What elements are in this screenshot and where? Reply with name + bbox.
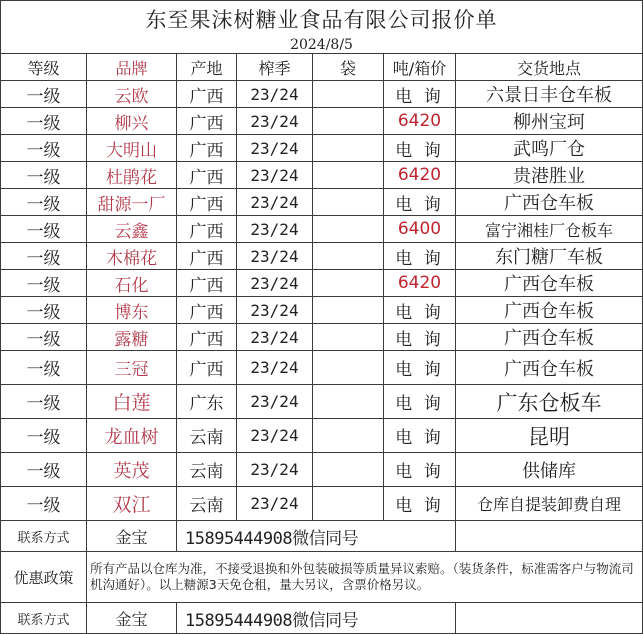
cell-grade: 一级 bbox=[1, 162, 87, 189]
quote-date: 2024/8/5 bbox=[1, 36, 643, 54]
cell-location: 广西仓车板 bbox=[456, 351, 643, 385]
cell-location: 仓库自提装卸费自理 bbox=[456, 487, 643, 521]
cell-brand: 云欧 bbox=[87, 81, 177, 108]
header-origin: 产地 bbox=[177, 54, 237, 81]
cell-location: 昆明 bbox=[456, 419, 643, 453]
table-row bbox=[1, 419, 643, 453]
cell-location: 东门糖厂车板 bbox=[456, 243, 643, 270]
cell-bag bbox=[313, 453, 384, 487]
table-row bbox=[1, 385, 643, 419]
table-row bbox=[1, 108, 643, 135]
table-row bbox=[1, 351, 643, 385]
cell-location: 武鸣厂仓 bbox=[456, 135, 643, 162]
cell-brand: 博东 bbox=[87, 297, 177, 324]
cell-season: 23/24 bbox=[237, 419, 313, 453]
cell-season: 23/24 bbox=[237, 81, 313, 108]
cell-bag bbox=[313, 487, 384, 521]
cell-brand: 双江 bbox=[87, 487, 177, 521]
contact-row bbox=[1, 521, 643, 552]
cell-grade: 一级 bbox=[1, 270, 87, 297]
cell-location: 广西仓车板 bbox=[456, 270, 643, 297]
cell-season: 23/24 bbox=[237, 351, 313, 385]
cell-brand: 三冠 bbox=[87, 351, 177, 385]
table-row bbox=[1, 81, 643, 108]
contact-name: 金宝 bbox=[87, 521, 177, 552]
cell-season: 23/24 bbox=[237, 270, 313, 297]
cell-grade: 一级 bbox=[1, 135, 87, 162]
header-brand: 品牌 bbox=[87, 54, 177, 81]
cell-grade: 一级 bbox=[1, 108, 87, 135]
cell-grade: 一级 bbox=[1, 324, 87, 351]
cell-brand: 杜鹃花 bbox=[87, 162, 177, 189]
page-title: 东至果沫树糖业食品有限公司报价单 bbox=[1, 1, 643, 37]
cell-grade: 一级 bbox=[1, 297, 87, 324]
cell-grade: 一级 bbox=[1, 453, 87, 487]
table-row bbox=[1, 243, 643, 270]
cell-brand: 英茂 bbox=[87, 453, 177, 487]
contact-empty-cell bbox=[456, 521, 643, 552]
cell-origin: 广西 bbox=[177, 216, 237, 243]
cell-origin: 广西 bbox=[177, 81, 237, 108]
contact-phone: 15895444908微信同号 bbox=[177, 521, 456, 552]
cell-season: 23/24 bbox=[237, 324, 313, 351]
cell-price: 电 询 bbox=[384, 243, 456, 270]
cell-origin: 广东 bbox=[177, 385, 237, 419]
cell-bag bbox=[313, 162, 384, 189]
cell-bag bbox=[313, 189, 384, 216]
header-grade: 等级 bbox=[1, 54, 87, 81]
cell-origin: 广西 bbox=[177, 189, 237, 216]
cell-brand: 龙血树 bbox=[87, 419, 177, 453]
cell-price: 电 询 bbox=[384, 189, 456, 216]
table-row bbox=[1, 487, 643, 521]
cell-bag bbox=[313, 270, 384, 297]
contact-row-bottom bbox=[1, 603, 643, 634]
cell-bag bbox=[313, 385, 384, 419]
cell-location: 广东仓板车 bbox=[456, 385, 643, 419]
cell-grade: 一级 bbox=[1, 189, 87, 216]
cell-grade: 一级 bbox=[1, 385, 87, 419]
cell-location: 柳州宝珂 bbox=[456, 108, 643, 135]
header-location: 交货地点 bbox=[456, 54, 643, 81]
cell-grade: 一级 bbox=[1, 419, 87, 453]
cell-price: 6420 bbox=[384, 108, 456, 135]
cell-origin: 广西 bbox=[177, 162, 237, 189]
cell-bag bbox=[313, 243, 384, 270]
cell-brand: 大明山 bbox=[87, 135, 177, 162]
header-row bbox=[1, 54, 643, 81]
cell-bag bbox=[313, 81, 384, 108]
cell-origin: 云南 bbox=[177, 453, 237, 487]
cell-origin: 云南 bbox=[177, 487, 237, 521]
table-row bbox=[1, 189, 643, 216]
cell-origin: 广西 bbox=[177, 324, 237, 351]
cell-season: 23/24 bbox=[237, 385, 313, 419]
cell-season: 23/24 bbox=[237, 189, 313, 216]
contact-name: 金宝 bbox=[87, 603, 177, 634]
cell-bag bbox=[313, 216, 384, 243]
cell-grade: 一级 bbox=[1, 81, 87, 108]
cell-location: 六景日丰仓车板 bbox=[456, 81, 643, 108]
header-price: 吨/箱价 bbox=[384, 54, 456, 81]
cell-price: 电 询 bbox=[384, 385, 456, 419]
cell-brand: 柳兴 bbox=[87, 108, 177, 135]
cell-origin: 广西 bbox=[177, 243, 237, 270]
cell-origin: 广西 bbox=[177, 351, 237, 385]
table-row bbox=[1, 453, 643, 487]
cell-origin: 广西 bbox=[177, 135, 237, 162]
cell-location: 广西仓车板 bbox=[456, 297, 643, 324]
cell-grade: 一级 bbox=[1, 216, 87, 243]
cell-bag bbox=[313, 419, 384, 453]
contact-empty-cell bbox=[456, 603, 643, 634]
cell-brand: 露糖 bbox=[87, 324, 177, 351]
cell-origin: 广西 bbox=[177, 297, 237, 324]
cell-location: 供储库 bbox=[456, 453, 643, 487]
cell-season: 23/24 bbox=[237, 135, 313, 162]
cell-price: 电 询 bbox=[384, 81, 456, 108]
cell-season: 23/24 bbox=[237, 162, 313, 189]
cell-bag bbox=[313, 324, 384, 351]
table-row bbox=[1, 324, 643, 351]
date-row bbox=[1, 36, 643, 54]
cell-price: 电 询 bbox=[384, 487, 456, 521]
table-row bbox=[1, 162, 643, 189]
cell-price: 6400 bbox=[384, 216, 456, 243]
cell-location: 富宁湘桂厂仓板车 bbox=[456, 216, 643, 243]
cell-origin: 广西 bbox=[177, 108, 237, 135]
cell-price: 电 询 bbox=[384, 419, 456, 453]
contact-phone: 15895444908微信同号 bbox=[177, 603, 456, 634]
header-bag: 袋 bbox=[313, 54, 384, 81]
cell-brand: 白莲 bbox=[87, 385, 177, 419]
cell-bag bbox=[313, 135, 384, 162]
table-row bbox=[1, 297, 643, 324]
cell-season: 23/24 bbox=[237, 108, 313, 135]
cell-brand: 石化 bbox=[87, 270, 177, 297]
cell-season: 23/24 bbox=[237, 453, 313, 487]
cell-bag bbox=[313, 351, 384, 385]
cell-season: 23/24 bbox=[237, 216, 313, 243]
cell-price: 电 询 bbox=[384, 135, 456, 162]
cell-price: 6420 bbox=[384, 270, 456, 297]
contact-label: 联系方式 bbox=[1, 603, 87, 634]
cell-season: 23/24 bbox=[237, 243, 313, 270]
cell-origin: 广西 bbox=[177, 270, 237, 297]
cell-brand: 木棉花 bbox=[87, 243, 177, 270]
cell-season: 23/24 bbox=[237, 487, 313, 521]
cell-grade: 一级 bbox=[1, 243, 87, 270]
policy-label: 优惠政策 bbox=[1, 552, 87, 603]
cell-location: 贵港胜业 bbox=[456, 162, 643, 189]
cell-season: 23/24 bbox=[237, 297, 313, 324]
cell-brand: 云鑫 bbox=[87, 216, 177, 243]
cell-price: 电 询 bbox=[384, 453, 456, 487]
header-season: 榨季 bbox=[237, 54, 313, 81]
cell-price: 电 询 bbox=[384, 324, 456, 351]
cell-grade: 一级 bbox=[1, 351, 87, 385]
contact-label: 联系方式 bbox=[1, 521, 87, 552]
cell-grade: 一级 bbox=[1, 487, 87, 521]
cell-origin: 云南 bbox=[177, 419, 237, 453]
policy-row bbox=[1, 552, 643, 603]
cell-price: 电 询 bbox=[384, 351, 456, 385]
table-row bbox=[1, 135, 643, 162]
cell-brand: 甜源一厂 bbox=[87, 189, 177, 216]
title-row bbox=[1, 1, 643, 37]
cell-price: 电 询 bbox=[384, 297, 456, 324]
cell-bag bbox=[313, 297, 384, 324]
table-row bbox=[1, 216, 643, 243]
cell-location: 广西仓车板 bbox=[456, 324, 643, 351]
cell-price: 6420 bbox=[384, 162, 456, 189]
cell-location: 广西仓车板 bbox=[456, 189, 643, 216]
cell-bag bbox=[313, 108, 384, 135]
policy-text: 所有产品以仓库为准，不接受退换和外包装破损等质量异议索赔。（装货条件，标准需客户与物流司机沟通好）。以上糖源3天免仓租，量大另议，含票价格另议。 bbox=[87, 552, 643, 603]
table-row bbox=[1, 270, 643, 297]
